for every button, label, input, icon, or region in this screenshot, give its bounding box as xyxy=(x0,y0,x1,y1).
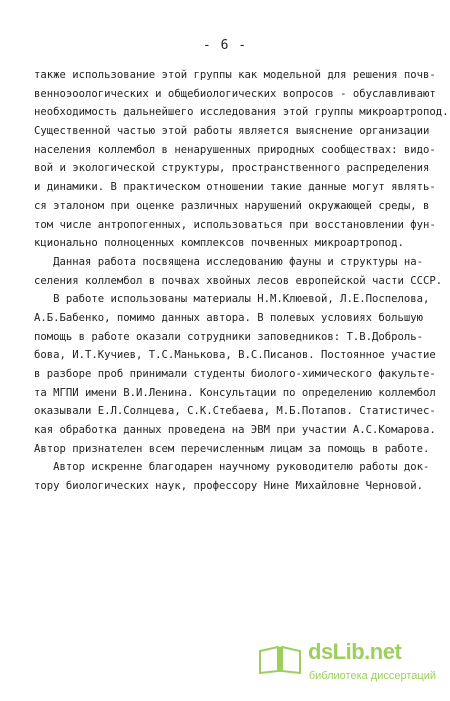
text-line: том числе антропогенных, использоваться при восстановлении фун- xyxy=(34,218,436,231)
text-line: оказывали Е.Л.Солнцева, С.К.Стебаева, М.Б.Потапов. Статистичес- xyxy=(34,405,436,418)
text-line: селения коллембол в почвах хвойных лесов европейской части СССР. xyxy=(34,274,443,287)
text-line: тору биологических наук, профессору Нине Михайловне Черновой. xyxy=(34,480,424,493)
text-line: и динамики. В практическом отношении такие данные могут являть- xyxy=(34,181,436,194)
text-line: А.Б.Бабенко, помимо данных автора. В полевых условиях большую xyxy=(34,311,424,324)
text-line: вой и экологической структуры, пространственного распределения xyxy=(34,162,430,175)
text-line: необходимость дальнейшего исследования этой группы микроартропод. xyxy=(34,106,449,119)
page-number: - 6 - xyxy=(202,38,248,53)
dslib-watermark xyxy=(256,639,436,689)
text-line: кционально полноценных комплексов почвенных микроартропод. xyxy=(34,237,404,250)
text-line: Автор признателен всем перечисленным лицам за помощь в работе. xyxy=(34,442,430,455)
text-line: Автор искренне благодарен научному руководителю работы док- xyxy=(34,461,430,474)
text-line: венноэоологических и общебиологических вопросов - обуславливают xyxy=(34,87,436,100)
text-line: также использование этой группы как модельной для решения почв- xyxy=(34,69,436,81)
text-line: в разборе проб принимали студенты биолого-химического факульте- xyxy=(34,368,436,380)
text-line: помощь в работе оказали сотрудники заповедников: Т.В.Доброль- xyxy=(34,330,424,343)
text-line: та МГПИ имени В.И.Ленина. Консультации по определению коллембол xyxy=(34,386,436,399)
text-line: Данная работа посвящена исследованию фауны и структуры на- xyxy=(34,255,424,268)
text-line: В работе использованы материалы Н.М.Клюевой, Л.Е.Поспелова, xyxy=(34,293,430,306)
text-line: кая обработка данных проведена на ЭВМ при участии А.С.Комарова. xyxy=(34,424,436,437)
watermark-tagline: библиотека диссертаций xyxy=(308,670,436,682)
text-line: ся эталоном при оценке различных нарушений окружающей среды, в xyxy=(34,199,430,212)
text-line: Существенной частью этой работы является выяснение организации xyxy=(34,125,430,138)
text-line: бова, И.Т.Кучиев, Т.С.Манькова, В.С.Писанов. Постоянное участие xyxy=(34,349,436,362)
body-text xyxy=(34,66,449,496)
text-line: населения коллембол в ненарушенных природных сообществах: видо- xyxy=(34,143,436,156)
watermark-brand: dsLib.net xyxy=(308,639,402,664)
